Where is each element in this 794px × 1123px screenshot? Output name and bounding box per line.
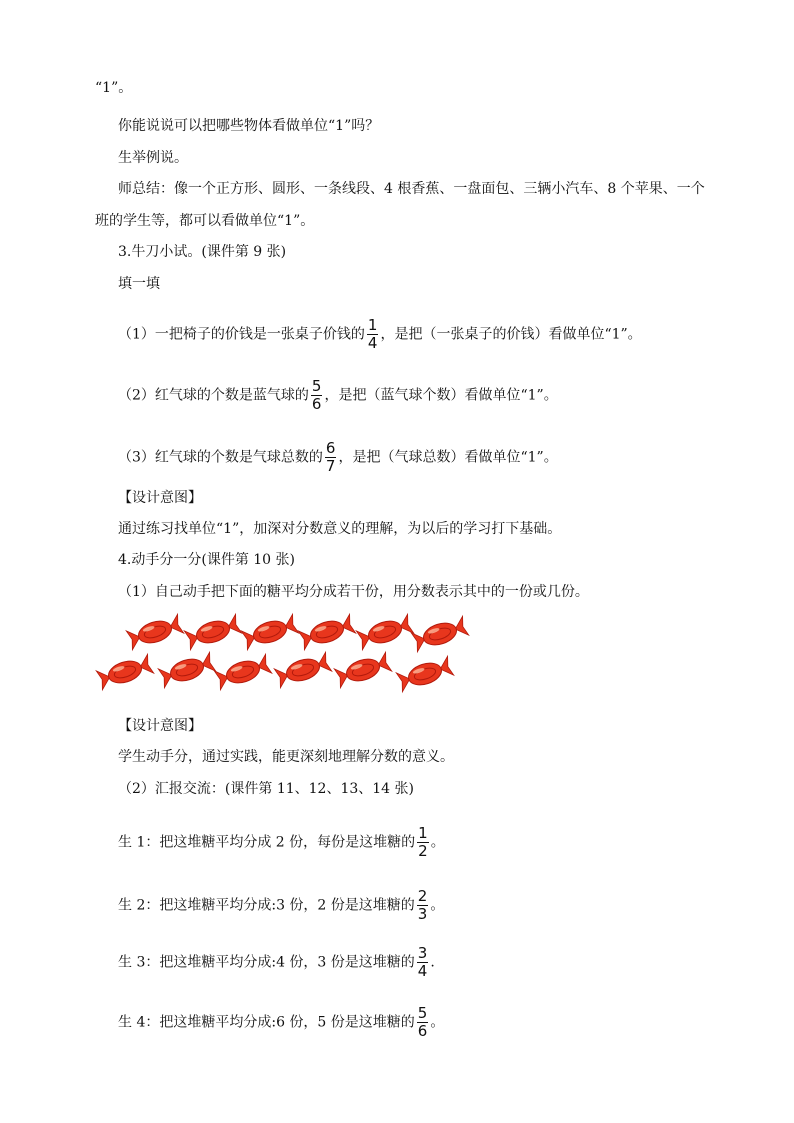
design-intent-heading-2: 【设计意图】 xyxy=(118,718,202,734)
section-4-title: 4.动手分一分(课件第 10 张) xyxy=(118,552,295,568)
denominator: 4 xyxy=(417,962,428,980)
exercise-3-post: ，是把（气球总数）看做单位“1”。 xyxy=(338,449,558,466)
student-answer-4-pre: 生 4：把这堆糖平均分成:6 份，5 份是这堆糖的 xyxy=(118,1014,415,1031)
student-answer-1 xyxy=(118,825,445,860)
fraction xyxy=(311,378,323,413)
numerator: 1 xyxy=(418,824,428,842)
student-answer-2-post: 。 xyxy=(430,897,445,914)
design-intent-text-2: 学生动手分，通过实践，能更深刻地理解分数的意义。 xyxy=(118,749,454,765)
student-answer-3 xyxy=(118,945,435,980)
text-line-2: 你能说说可以把哪些物体看做单位“1”吗？ xyxy=(118,118,380,134)
candy-icon xyxy=(396,656,454,692)
student-answer-4-post: 。 xyxy=(430,1014,445,1031)
text-line-4: 师总结：像一个正方形、圆形、一条线段、4 根香蕉、一盘面包、三辆小汽车、8 个苹果、一个 xyxy=(118,181,705,197)
denominator: 2 xyxy=(418,842,428,860)
candy-icon xyxy=(126,614,184,650)
exercise-1-pre: （1）一把椅子的价钱是一张桌子价钱的 xyxy=(118,326,365,343)
candy-icon xyxy=(411,616,469,652)
text-line-3: 生举例说。 xyxy=(118,150,188,166)
text-line-7: 填一填 xyxy=(118,276,160,292)
fraction xyxy=(417,888,429,923)
denominator: 6 xyxy=(311,395,322,413)
fraction xyxy=(417,945,429,980)
exercise-2-pre: （2）红气球的个数是蓝气球的 xyxy=(118,387,309,404)
text-line-1: “1”。 xyxy=(95,80,133,96)
exercise-1-post: ，是把（一张桌子的价钱）看做单位“1”。 xyxy=(380,326,642,343)
numerator: 5 xyxy=(311,377,322,395)
candy-icon xyxy=(274,652,332,688)
fraction xyxy=(417,1005,429,1040)
exercise-3 xyxy=(118,440,558,475)
exercise-2 xyxy=(118,378,558,413)
student-answer-3-pre: 生 3：把这堆糖平均分成:4 份，3 份是这堆糖的 xyxy=(118,954,415,971)
candies-illustration xyxy=(95,610,475,702)
exercise-2-post: ，是把（蓝气球个数）看做单位“1”。 xyxy=(324,387,558,404)
candy-icon xyxy=(298,614,356,650)
student-answer-2-pre: 生 2：把这堆糖平均分成:3 份，2 份是这堆糖的 xyxy=(118,897,415,914)
denominator: 6 xyxy=(417,1022,428,1040)
exercise-3-pre: （3）红气球的个数是气球总数的 xyxy=(118,449,323,466)
fraction xyxy=(417,825,429,860)
candy-icon xyxy=(158,652,216,688)
fraction xyxy=(325,440,337,475)
student-answer-1-pre: 生 1：把这堆糖平均分成 2 份，每份是这堆糖的 xyxy=(118,834,416,851)
numerator: 1 xyxy=(367,316,378,334)
report-line: （2）汇报交流：(课件第 11、12、13、14 张) xyxy=(118,781,414,797)
numerator: 6 xyxy=(325,439,336,457)
numerator: 2 xyxy=(417,887,428,905)
denominator: 4 xyxy=(367,334,378,352)
candy-icon xyxy=(241,614,299,650)
denominator: 7 xyxy=(325,457,336,475)
section-4-task-1: （1）自己动手把下面的糖平均分成若干份，用分数表示其中的一份或几份。 xyxy=(118,584,589,600)
student-answer-4 xyxy=(118,1005,444,1040)
text-line-5: 班的学生等，都可以看做单位“1”。 xyxy=(95,213,315,229)
candy-icon xyxy=(184,614,242,650)
design-intent-text-1: 通过练习找单位“1”，加深对分数意义的理解，为以后的学习打下基础。 xyxy=(118,521,562,537)
student-answer-1-post: 。 xyxy=(430,834,445,851)
text-line-6: 3.牛刀小试。(课件第 9 张) xyxy=(118,244,287,260)
fraction xyxy=(367,317,379,352)
numerator: 3 xyxy=(417,944,428,962)
design-intent-heading-1: 【设计意图】 xyxy=(118,490,202,506)
candy-icon xyxy=(96,654,154,690)
student-answer-2 xyxy=(118,888,444,923)
denominator: 3 xyxy=(417,905,428,923)
exercise-1 xyxy=(118,317,642,352)
numerator: 5 xyxy=(417,1004,428,1022)
candy-icon xyxy=(334,652,392,688)
candy-icon xyxy=(214,654,272,690)
candy-icon xyxy=(356,614,414,650)
student-answer-3-post: . xyxy=(430,954,435,971)
